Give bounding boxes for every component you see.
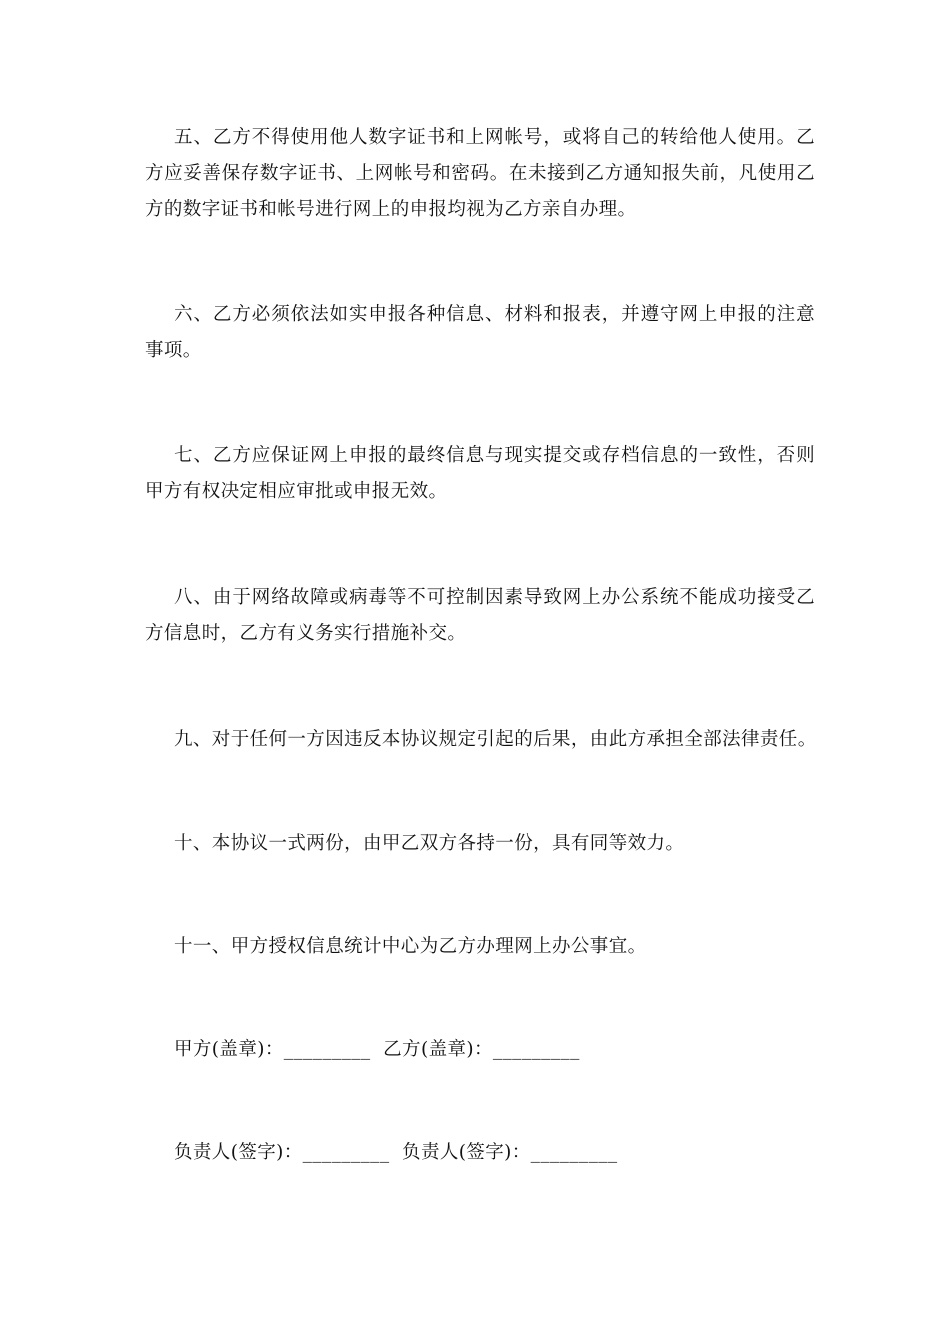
clause-10: 十、本协议一式两份，由甲乙双方各持一份，具有同等效力。 (174, 833, 685, 854)
clause-8: 八、由于网络故障或病毒等不可控制因素导致网上办公系统不能成功接受乙方信息时，乙方有义务实行措施补交。 (145, 587, 815, 644)
seal-line: 甲方(盖章)：_________ 乙方(盖章)：_________ (174, 1039, 580, 1060)
clause-6: 六、乙方必须依法如实申报各种信息、材料和报表，并遵守网上申报的注意事项。 (145, 304, 815, 361)
clause-7: 七、乙方应保证网上申报的最终信息与现实提交或存档信息的一致性，否则甲方有权决定相应审批或申报无效。 (145, 445, 815, 502)
clause-9: 九、对于任何一方因违反本协议规定引起的后果，由此方承担全部法律责任。 (174, 729, 817, 750)
clause-5: 五、乙方不得使用他人数字证书和上网帐号，或将自己的转给他人使用。乙方应妥善保存数字证书、上网帐号和密码。在未接到乙方通知报失前，凡使用乙方的数字证书和帐号进行网上的申报均视为乙方亲自办理。 (145, 127, 815, 220)
clause-11: 十一、甲方授权信息统计中心为乙方办理网上办公事宜。 (174, 936, 647, 957)
signature-line: 负责人(签字)：_________ 负责人(签字)：_________ (174, 1142, 618, 1163)
